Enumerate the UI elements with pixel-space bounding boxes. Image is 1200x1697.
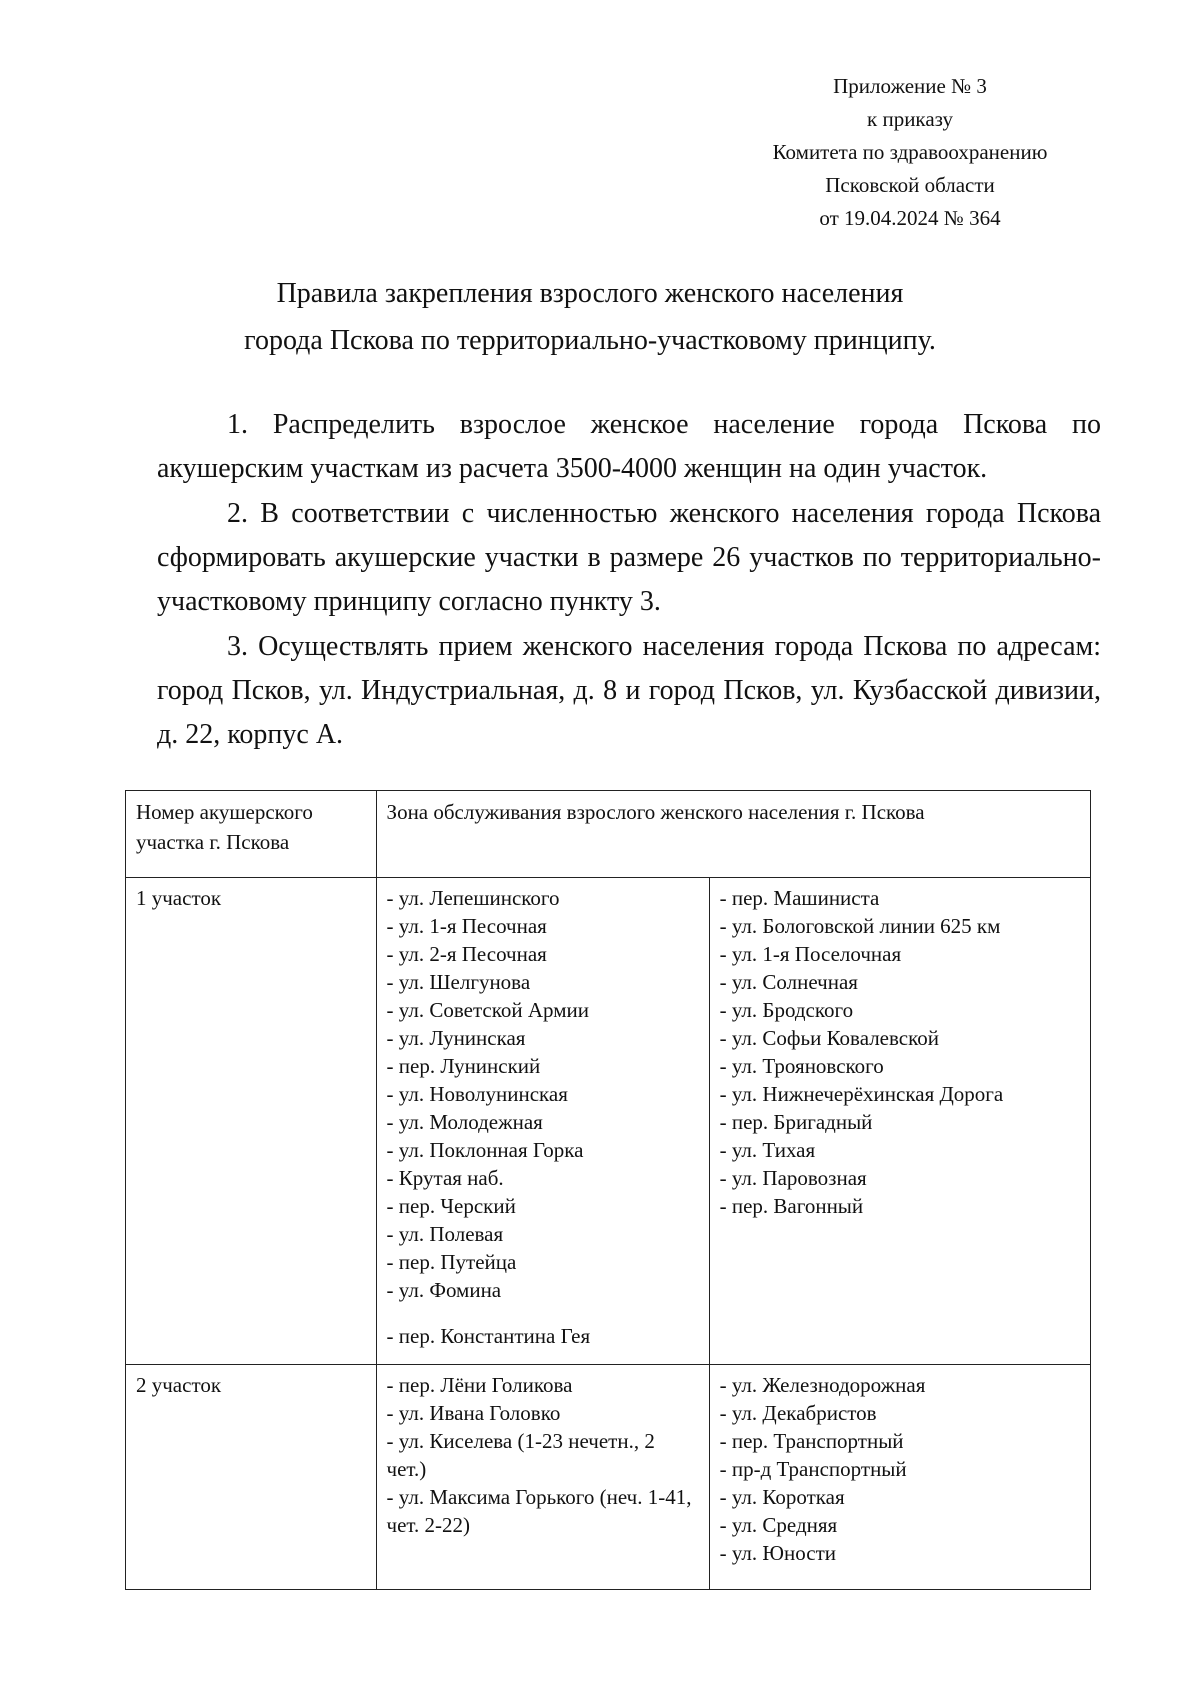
list-item: - пер. Константина Гея xyxy=(386,1324,591,1348)
zones-table xyxy=(125,790,1091,1590)
appendix-line: Приложение № 3 xyxy=(833,74,987,98)
street-list-b xyxy=(709,878,1090,1365)
list-item: - пер. Лёни Голикова xyxy=(386,1373,573,1397)
street-list-a xyxy=(376,1365,709,1590)
header-cell-number: Номер акушерского участка г. Пскова xyxy=(126,791,377,878)
list-item: - ул. Максима Горького (неч. 1-41, чет. 2-22) xyxy=(386,1485,692,1537)
list-item: - Крутая наб. xyxy=(386,1166,504,1190)
title-line: Правила закрепления взрослого женского населения xyxy=(276,278,904,309)
list-item: - пер. Машиниста xyxy=(719,886,880,910)
appendix-line: от 19.04.2024 № 364 xyxy=(819,206,1001,230)
list-item: - пр-д Транспортный xyxy=(719,1457,907,1481)
title-line: города Пскова по территориально-участковому принципу. xyxy=(244,325,936,356)
list-item: - ул. Короткая xyxy=(719,1485,845,1509)
list-item: - пер. Транспортный xyxy=(719,1429,904,1453)
list-item: - ул. Молодежная xyxy=(386,1110,543,1134)
list-item: - ул. 1-я Поселочная xyxy=(719,942,902,966)
list-item: - ул. Лунинская xyxy=(386,1026,526,1050)
table-row xyxy=(126,878,1091,1365)
list-item: - ул. Советской Армии xyxy=(386,998,589,1022)
list-item: - ул. Паровозная xyxy=(719,1166,867,1190)
list-item: - ул. Софьи Ковалевской xyxy=(719,1026,939,1050)
list-item: - ул. Тихая xyxy=(719,1138,816,1162)
district-label: 2 участок xyxy=(126,1365,377,1590)
list-item: - ул. Ивана Головко xyxy=(386,1401,561,1425)
list-item: - ул. Юности xyxy=(719,1541,836,1565)
paragraph-1: 1. Распределить взрослое женское население города Пскова по акушерским участкам из расчета 3500-4000 женщин на один участок. xyxy=(157,409,1101,484)
list-item: - ул. Лепешинского xyxy=(386,886,560,910)
body-text xyxy=(157,403,1101,757)
list-item: - ул. Средняя xyxy=(719,1513,838,1537)
list-item: - ул. Бродского xyxy=(719,998,854,1022)
appendix-line: Псковской области xyxy=(825,173,995,197)
list-item: - ул. Полевая xyxy=(386,1222,504,1246)
list-item: - ул. Бологовской линии 625 км xyxy=(719,914,1001,938)
list-item: - пер. Черский xyxy=(386,1194,516,1218)
list-item: - ул. 2-я Песочная xyxy=(386,942,547,966)
list-item: - ул. Железнодорожная xyxy=(719,1373,926,1397)
list-item: - ул. 1-я Песочная xyxy=(386,914,547,938)
street-list-a xyxy=(376,878,709,1365)
list-item: - пер. Вагонный xyxy=(719,1194,864,1218)
list-item: - ул. Нижнечерёхинская Дорога xyxy=(719,1082,1004,1106)
list-item: - пер. Бригадный xyxy=(719,1110,873,1134)
street-list-b xyxy=(709,1365,1090,1590)
list-item: - ул. Киселева (1-23 нечетн., 2 чет.) xyxy=(386,1429,655,1481)
list-item: - ул. Шелгунова xyxy=(386,970,531,994)
paragraph-3: 3. Осуществлять прием женского населения города Пскова по адресам: город Псков, ул. Индустриальная, д. 8 и город Псков, ул. Кузбасской дивизии, д. 22, корпус А. xyxy=(157,631,1101,750)
appendix-block xyxy=(700,70,1120,235)
appendix-line: к приказу xyxy=(867,107,953,131)
list-item: - ул. Новолунинская xyxy=(386,1082,568,1106)
paragraph-2: 2. В соответствии с численностью женского населения города Пскова сформировать акушерские участки в размере 26 участков по территориально-участковому принципу согласно пункту 3. xyxy=(157,498,1101,617)
list-item: - пер. Лунинский xyxy=(386,1054,541,1078)
table-row xyxy=(126,1365,1091,1590)
district-label: 1 участок xyxy=(126,878,377,1365)
list-item: - ул. Фомина xyxy=(386,1278,502,1302)
list-item: - ул. Солнечная xyxy=(719,970,858,994)
list-item: - ул. Поклонная Горка xyxy=(386,1138,584,1162)
appendix-line: Комитета по здравоохранению xyxy=(772,140,1048,164)
list-item: - ул. Трояновского xyxy=(719,1054,884,1078)
list-item: - ул. Декабристов xyxy=(719,1401,877,1425)
header-cell-zone: Зона обслуживания взрослого женского населения г. Пскова xyxy=(376,791,1090,878)
list-item: - пер. Путейца xyxy=(386,1250,517,1274)
table-header-row xyxy=(126,791,1091,878)
document-title xyxy=(150,270,1030,364)
